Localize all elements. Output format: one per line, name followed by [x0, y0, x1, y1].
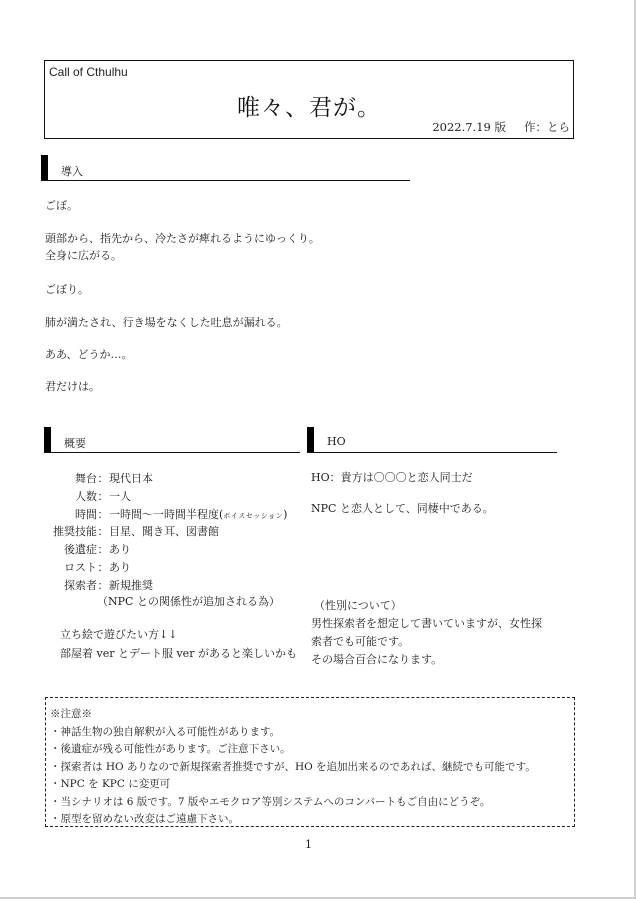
overview-item-players: 人数：一人	[75, 490, 131, 503]
notice-item: ・後遺症が残る可能性があります。ご注意下さい。	[50, 743, 291, 755]
heading-label: 導入	[61, 165, 83, 178]
heading-bar	[307, 427, 314, 453]
notice-item: ・当シナリオは 6 版です。7 版やエモクロア等別システムへのコンバートもご自由にどうぞ。	[50, 795, 491, 808]
notice-title: ※注意※	[50, 708, 92, 720]
gender-line: 索者でも可能です。	[311, 635, 410, 648]
notice-item: ・原型を留めない改変はご遠慮下さい。	[50, 813, 239, 825]
page-number: 1	[305, 838, 312, 851]
section-heading-ho	[307, 427, 557, 453]
section-heading-overview	[44, 427, 300, 453]
title-meta	[432, 119, 570, 135]
overview-item-skills: 推奨技能：目星、聞き耳、図書館	[53, 525, 219, 538]
intro-line: 肺が満たされ、行き場をなくした吐息が漏れる。	[45, 316, 288, 329]
ho-line: NPC と恋人として、同棲中である。	[311, 502, 494, 515]
intro-line: 全身に広がる。	[45, 249, 122, 262]
gender-heading: （性別について）	[314, 599, 402, 612]
overview-item-lost: ロスト：あり	[64, 561, 131, 574]
explorer-note: （NPC との関係性が追加される為）	[97, 595, 280, 608]
gender-line: 男性探索者を想定して書いていますが、女性探	[311, 617, 542, 630]
standee-line: 立ち絵で遊びたい方↓↓	[60, 628, 178, 641]
gender-line: その場合百合になります。	[311, 653, 443, 666]
overview-item-stage: 舞台：現代日本	[75, 472, 153, 485]
series-label: Call of Cthulhu	[49, 65, 128, 79]
heading-label: 概要	[64, 437, 86, 450]
notice-item: ・NPC を KPC に変更可	[50, 778, 171, 790]
notice-item: ・神話生物の独自解釈が入る可能性があります。	[50, 725, 281, 738]
version-label: 2022.7.19 版	[432, 120, 506, 134]
intro-line: ごぼ。	[45, 199, 78, 212]
heading-underline	[307, 452, 557, 454]
intro-line: ああ、どうか…。	[45, 348, 133, 361]
overview-item-explorer: 探索者：新規推奨	[64, 579, 153, 592]
page-title: 唯々、君が。	[237, 95, 381, 121]
notice-box	[45, 697, 575, 827]
ho-line: HO：貴方は〇〇〇と恋人同士だ	[311, 471, 473, 484]
overview-item-aftereffects: 後遺症：あり	[64, 543, 131, 556]
title-box	[44, 60, 574, 139]
author-label: 作：とら	[524, 120, 570, 134]
notice-item: ・探索者は HO ありなので新規探索者推奨ですが、HO を追加出来るのであれば、継続でも可能です。	[50, 760, 536, 773]
heading-bar	[41, 155, 48, 181]
standee-line: 部屋着 ver とデート服 ver があると楽しいかも	[60, 647, 297, 660]
heading-underline	[44, 452, 300, 454]
heading-label: HO	[327, 435, 346, 448]
overview-item-time: 時間：一時間〜一時間半程度(ボイスセッション)	[75, 508, 288, 521]
heading-bar	[44, 427, 51, 453]
intro-line: 君だけは。	[45, 380, 100, 393]
heading-underline	[41, 180, 410, 182]
intro-line: 頭部から、指先から、冷たさが痺れるようにゆっくり。	[45, 232, 320, 245]
intro-line: ごぼり。	[45, 283, 89, 296]
section-heading-intro	[41, 155, 410, 181]
